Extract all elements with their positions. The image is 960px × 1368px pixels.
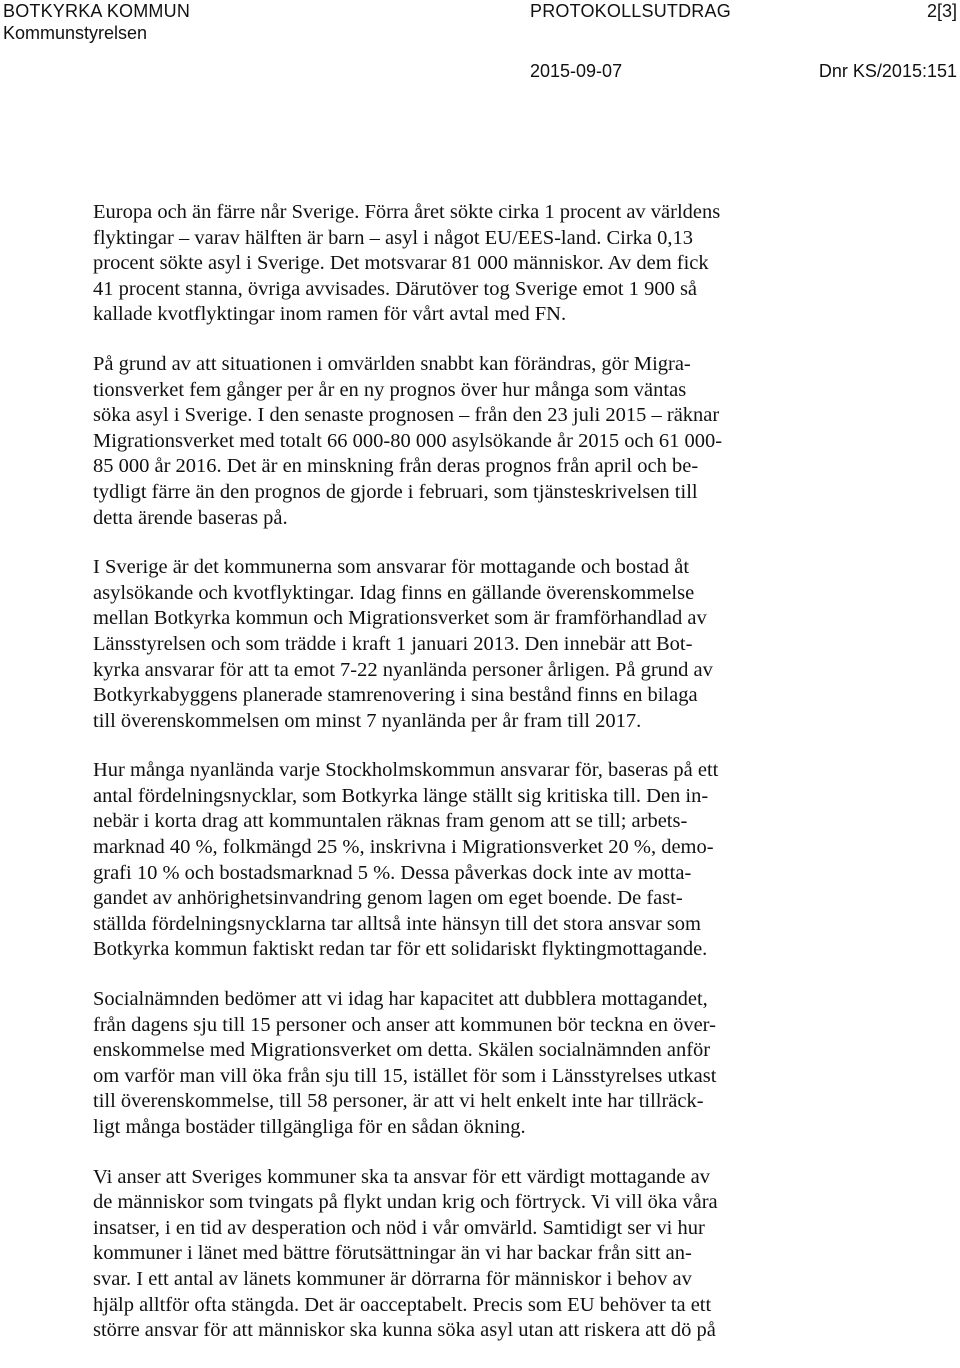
document-date: 2015-09-07	[530, 61, 623, 81]
text-line: 41 procent stanna, övriga avvisades. Därutöver tog Sverige emot 1 900 så	[93, 277, 698, 300]
page-header	[0, 0, 960, 90]
page-number: 2[3]	[926, 1, 957, 21]
text-line: grafi 10 % och bostadsmarknad 5 %. Dessa påverkas dock inte av motta-	[93, 861, 692, 884]
text-line: Europa och än färre når Sverige. Förra året sökte cirka 1 procent av världens	[93, 201, 721, 223]
text-line: större ansvar för att människor ska kunna söka asyl utan att riskera att dö på	[93, 1319, 716, 1342]
paragraph	[93, 200, 833, 328]
paragraph	[93, 352, 833, 531]
text-line: flyktingar – varav hälften är barn – asyl i något EU/EES-land. Cirka 0,13	[93, 226, 694, 249]
text-line: Socialnämnden bedömer att vi idag har kapacitet att dubblera mottagandet,	[93, 988, 708, 1011]
text-line: hjälp alltför ofta stängda. Det är oacceptabelt. Precis som EU behöver ta ett	[93, 1293, 712, 1316]
text-line: till överenskommelse, till 58 personer, är att vi helt enkelt inte har tillräck-	[93, 1090, 704, 1113]
text-line: kyrka ansvarar för att ta emot 7-22 nyanlända personer årligen. På grund av	[93, 658, 713, 681]
text-line: I Sverige är det kommunerna som ansvarar för mottagande och bostad åt	[93, 556, 690, 579]
text-line: till överenskommelsen om minst 7 nyanlända per år fram till 2017.	[93, 709, 642, 732]
text-line: svar. I ett antal av länets kommuner är dörrarna för människor i behov av	[93, 1267, 692, 1290]
text-line: kommuner i länet med bättre förutsättningar än vi har backar från sitt an-	[93, 1242, 692, 1265]
text-line: nebär i korta drag att kommuntalen räknas fram genom att se till; arbets-	[93, 810, 688, 833]
department-name: Kommunstyrelsen	[3, 23, 148, 43]
text-line: tionsverket fem gånger per år en ny prognos över hur många som väntas	[93, 378, 687, 401]
text-line: tydligt färre än den prognos de gjorde i februari, som tjänsteskrivelsen till	[93, 480, 698, 503]
text-line: insatser, i en tid av desperation och nöd i vår omvärld. Samtidigt ser vi hur	[93, 1216, 705, 1239]
text-line: kallade kvotflyktingar inom ramen för vårt avtal med FN.	[93, 303, 567, 326]
text-line: söka asyl i Sverige. I den senaste prognosen – från den 23 juli 2015 – räknar	[93, 404, 720, 427]
text-line: Vi anser att Sveriges kommuner ska ta ansvar för ett värdigt mottagande av	[93, 1165, 710, 1188]
text-line: från dagens sju till 15 personer och anser att kommunen bör teckna en över-	[93, 1013, 716, 1036]
text-line: antal fördelningsnycklar, som Botkyrka länge ställt sig kritiska till. Den in-	[93, 784, 709, 807]
paragraph	[93, 758, 833, 963]
text-line: Länsstyrelsen och som trädde i kraft 1 januari 2013. Den innebär att Bot-	[93, 632, 693, 655]
text-line: procent sökte asyl i Sverige. Det motsvarar 81 000 människor. Av dem fick	[93, 252, 709, 275]
organization-name: BOTKYRKA KOMMUN	[3, 1, 191, 21]
text-line: enskommelse med Migrationsverket om detta. Skälen socialnämnden anför	[93, 1039, 711, 1062]
document-type: PROTOKOLLSUTDRAG	[530, 1, 731, 21]
document-registration-number: Dnr KS/2015:151	[818, 61, 957, 81]
text-line: Botkyrka kommun faktiskt redan tar för ett solidariskt flyktingmottagande.	[93, 938, 708, 961]
paragraph	[93, 1165, 833, 1344]
text-line: marknad 40 %, folkmängd 25 %, inskrivna i Migrationsverket 20 %, demo-	[93, 836, 714, 859]
paragraph	[93, 987, 833, 1141]
text-line: asylsökande och kvotflyktingar. Idag finns en gällande överenskommelse	[93, 581, 695, 604]
text-line: På grund av att situationen i omvärlden snabbt kan förändras, gör Migra-	[93, 352, 691, 375]
document-body	[93, 200, 833, 1368]
text-line: gandet av anhörighetsinvandring genom lagen om eget boende. De fast-	[93, 887, 683, 910]
text-line: ligt många bostäder tillgängliga för en sådan ökning.	[93, 1116, 526, 1138]
text-line: 85 000 år 2016. Det är en minskning från deras prognos från april och be-	[93, 455, 699, 478]
text-line: de människor som tvingats på flykt undan krig och förtryck. Vi vill öka våra	[93, 1191, 718, 1214]
text-line: ställda fördelningsnycklarna tar alltså inte hänsyn till det stora ansvar som	[93, 912, 702, 935]
text-line: om varför man vill öka från sju till 15, istället för som i Länsstyrelses utkast	[93, 1064, 717, 1087]
paragraph	[93, 555, 833, 734]
text-line: Migrationsverket med totalt 66 000-80 000 asylsökande år 2015 och 61 000-	[93, 429, 723, 452]
text-line: Hur många nyanlända varje Stockholmskommun ansvarar för, baseras på ett	[93, 759, 719, 782]
text-line: Botkyrkabyggens planerade stamrenovering i sina bestånd finns en bilaga	[93, 684, 698, 707]
text-line: detta ärende baseras på.	[93, 506, 288, 529]
text-line: mellan Botkyrka kommun och Migrationsverket som är framförhandlad av	[93, 607, 707, 630]
